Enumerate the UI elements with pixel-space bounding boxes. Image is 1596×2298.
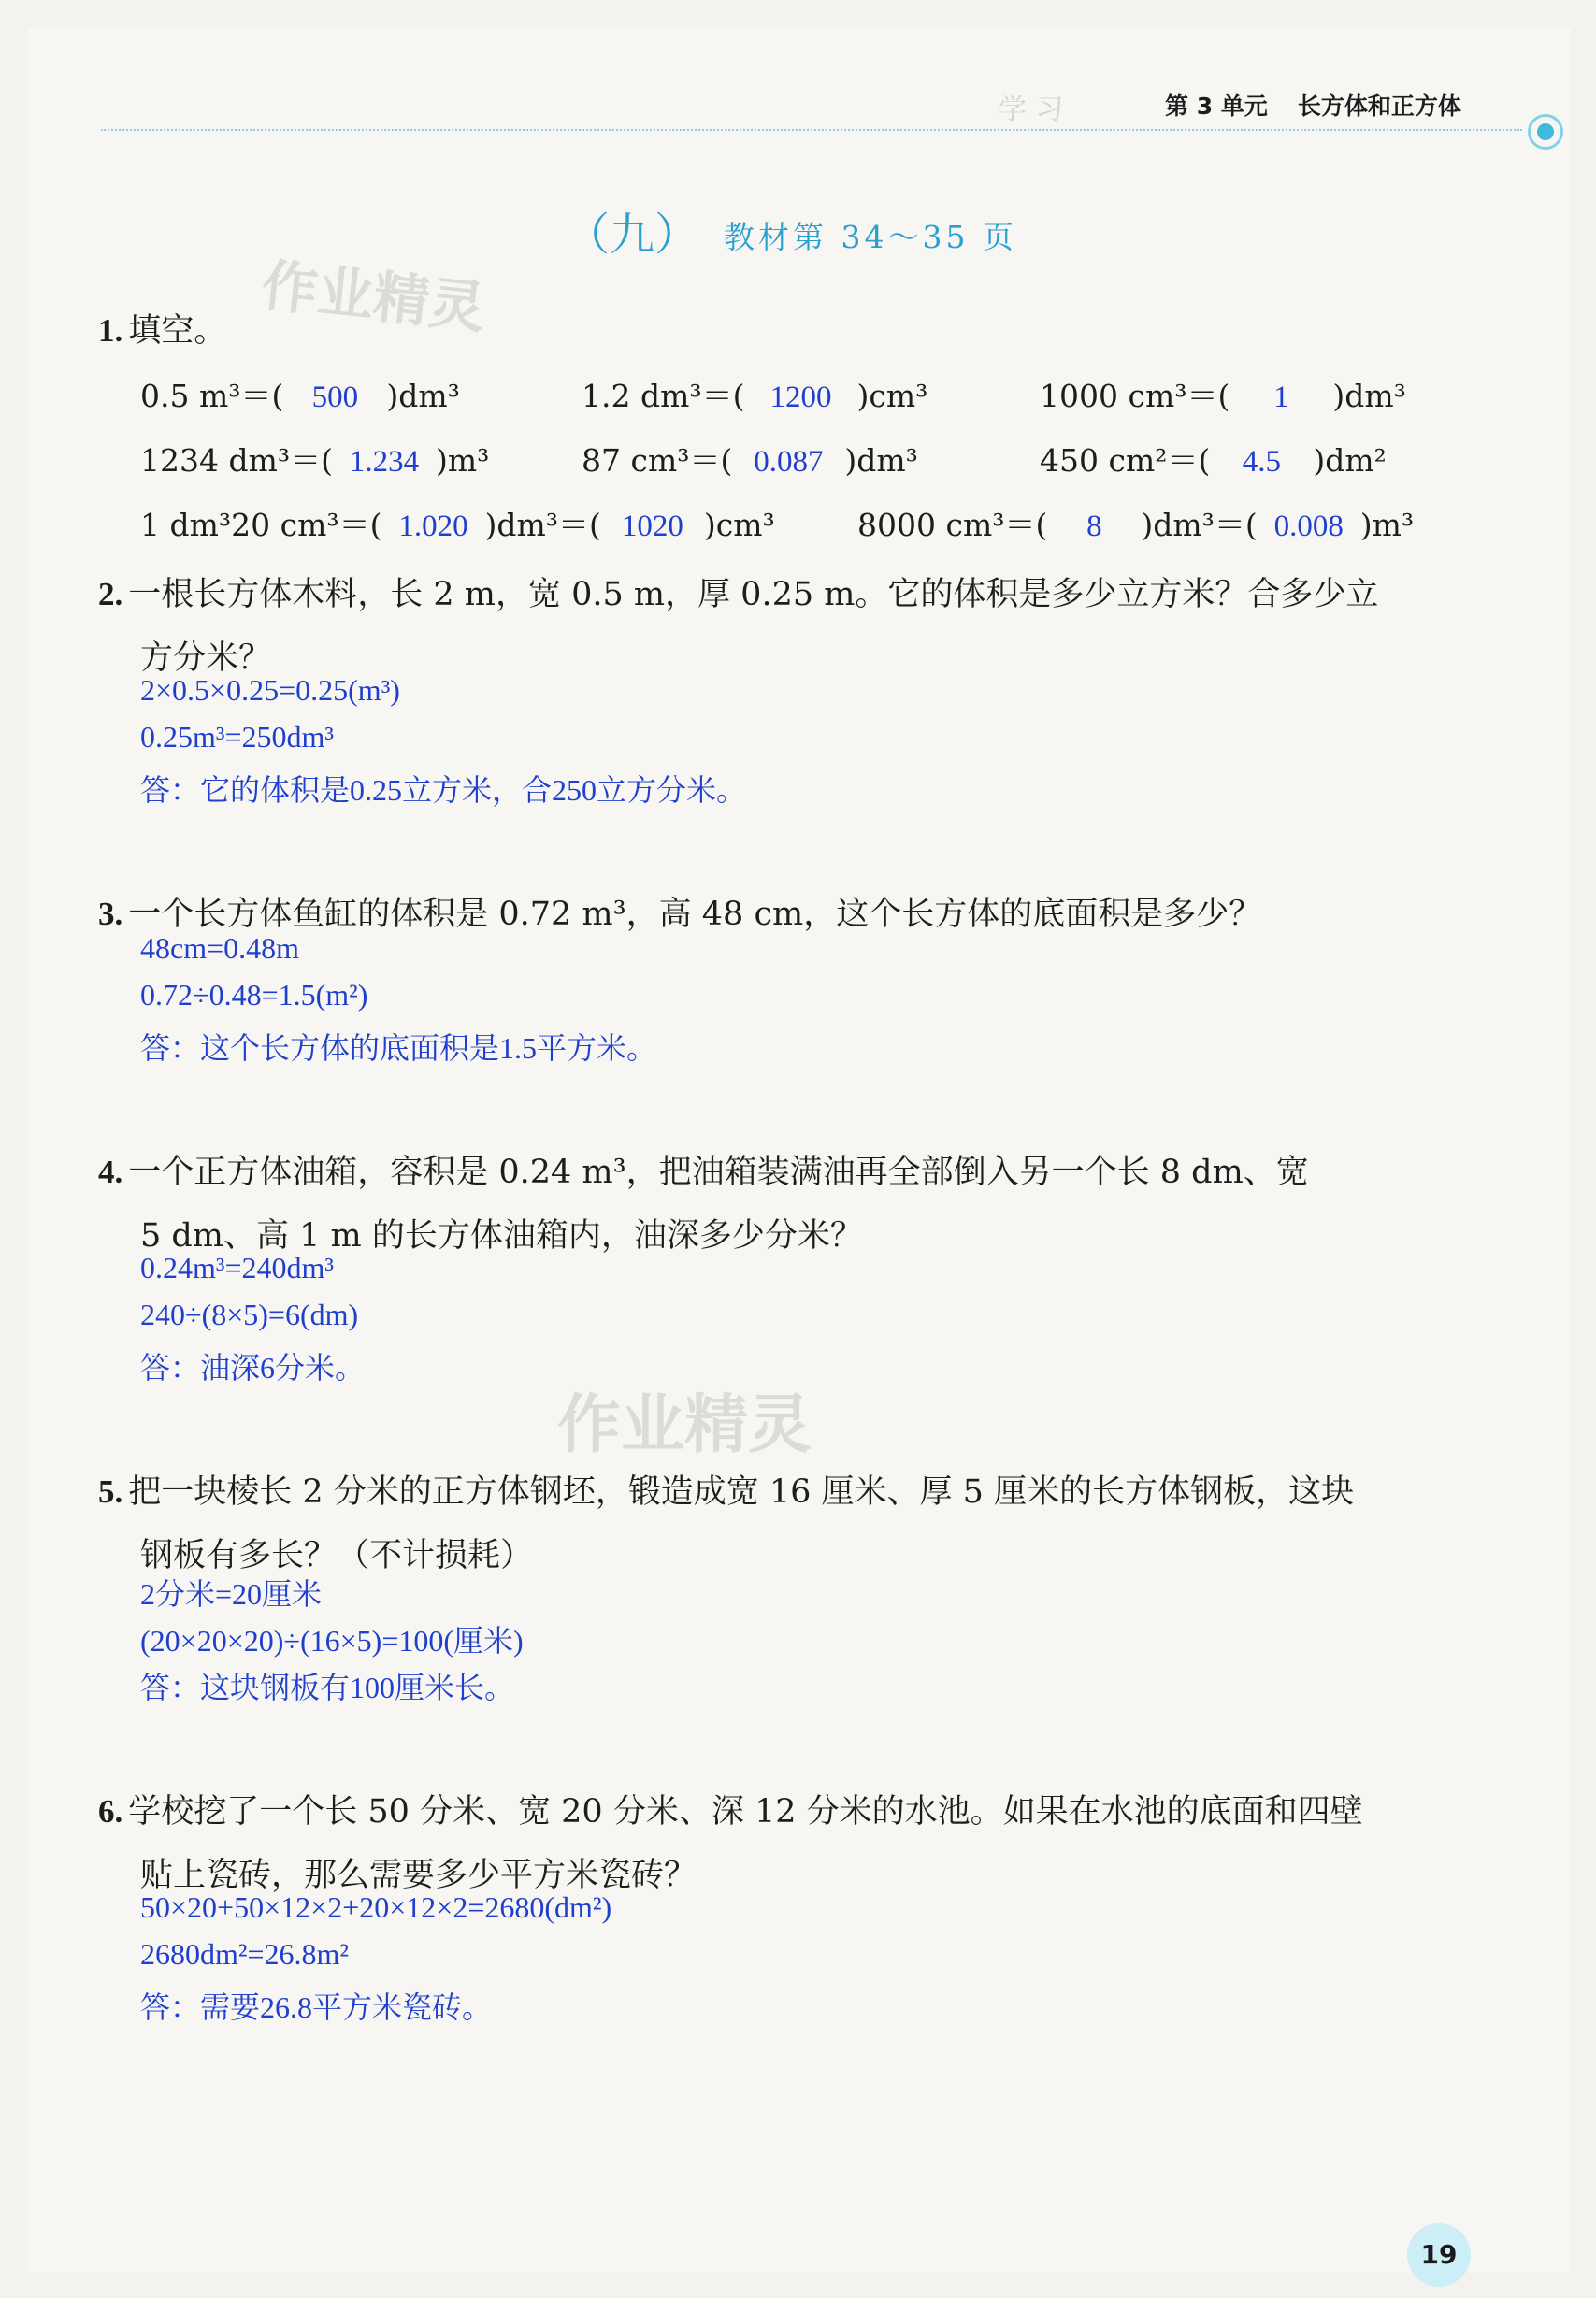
header-circle-icon [1528,114,1563,150]
answer-line: 2×0.5×0.25=0.25(m³) [140,673,400,707]
fill-answer: 4.5 [1242,445,1281,479]
fill-suffix: )m³ [1359,507,1415,543]
question-5 [98,1466,1354,1513]
question-6 [98,1786,1363,1832]
question-4 [98,1146,1309,1193]
question-1 [98,305,226,352]
header-unit [1165,88,1491,122]
question-text-line2: 5 dm、高 1 m 的长方体油箱内，油深多少分米？ [140,1217,863,1255]
answer-line: 答：需要26.8平方米瓷砖。 [140,1990,493,2024]
fill-blank [582,372,927,416]
answer-line: 0.24m³=240dm³ [140,1251,335,1285]
fill-middle: )dm³＝( [1141,507,1258,543]
fill-suffix: )m³ [436,442,490,479]
fill-answer: 8 [1086,510,1102,543]
question-number: 4. [98,1154,123,1190]
fill-blank-compound [140,501,775,545]
answer-line: (20×20×20)÷(16×5)=100(厘米) [140,1624,524,1658]
fill-prefix: 1234 dm³＝( [140,442,333,479]
answer-line: 答：这个长方体的底面积是1.5平方米。 [140,1031,657,1065]
fill-blank-compound [857,501,1414,545]
watermark-middle: 作业精灵 [557,1388,812,1462]
question-number: 2. [98,576,123,612]
fill-suffix: )dm³ [386,378,460,414]
question-number: 3. [98,896,123,932]
unit-number: 第 3 单元 [1165,93,1268,120]
question-text-line2: 贴上瓷砖，那么需要多少平方米瓷砖？ [140,1857,697,1894]
answer-line: 2分米=20厘米 [140,1577,323,1611]
lesson-pages: 教材第 34～35 页 [724,219,1017,255]
answer-line: 答：它的体积是0.25立方米，合250立方分米。 [140,773,747,807]
question-number: 5. [98,1473,123,1510]
answer-line: 48cm=0.48m [140,931,300,965]
fill-suffix: )dm³ [1332,378,1406,414]
fill-suffix: )dm² [1313,442,1387,479]
question-text: 一根长方体木料，长 2 m，宽 0.5 m，厚 0.25 m。它的体积是多少立方米？合多少立 [128,576,1379,613]
fill-answer: 0.087 [754,445,824,479]
page-number: 19 [1407,2223,1471,2287]
lesson-number: （九） [565,208,700,261]
question-number: 1. [98,312,123,349]
fill-answer: 0.008 [1273,510,1344,543]
answer-line: 答：这块钢板有100厘米长。 [140,1671,515,1704]
question-text-line2: 钢板有多长？（不计损耗） [140,1537,534,1574]
fill-suffix: )cm³ [856,378,928,414]
fill-blank [1040,372,1406,416]
fill-answer: 1200 [769,381,832,414]
fill-middle: )dm³＝( [484,507,601,543]
question-text: 把一块棱长 2 分米的正方体钢坯，锻造成宽 16 厘米、厚 5 厘米的长方体钢板，这块 [128,1473,1355,1511]
fill-prefix: 1 dm³20 cm³＝( [140,507,382,543]
answer-line: 答：油深6分米。 [140,1351,366,1385]
fill-prefix: 0.5 m³＝( [140,378,284,414]
header-divider [101,129,1522,131]
answer-line: 240÷(8×5)=6(dm) [140,1298,359,1331]
question-3 [98,888,1261,935]
fill-answer: 500 [311,381,359,414]
question-2 [98,568,1378,615]
question-text: 学校挖了一个长 50 分米、宽 20 分米、深 12 分米的水池。如果在水池的底面和四壁 [128,1793,1363,1831]
fill-answer: 1.020 [398,510,468,543]
fill-prefix: 450 cm²＝( [1040,442,1211,479]
answer-line: 50×20+50×12×2+20×12×2=2680(dm²) [140,1890,612,1924]
question-text-line2: 方分米？ [140,639,272,677]
header-faint-label: 学 习 [999,93,1064,126]
watermark-top: 作业精灵 [258,252,489,342]
question-text: 填空。 [128,312,227,350]
fill-answer: 1020 [621,510,683,543]
question-text: 一个正方体油箱，容积是 0.24 m³，把油箱装满油再全部倒入另一个长 8 dm、宽 [128,1154,1309,1191]
answer-line: 0.72÷0.48=1.5(m²) [140,978,368,1012]
fill-answer: 1.234 [349,445,420,479]
fill-prefix: 8000 cm³＝( [857,507,1048,543]
fill-prefix: 87 cm³＝( [582,442,733,479]
question-number: 6. [98,1793,123,1830]
fill-blank [582,437,918,481]
fill-prefix: 1.2 dm³＝( [582,378,745,414]
fill-blank [140,372,460,416]
fill-prefix: 1000 cm³＝( [1040,378,1230,414]
answer-line: 0.25m³=250dm³ [140,720,335,754]
answer-line: 2680dm²=26.8m² [140,1937,350,1971]
fill-suffix: )dm³ [844,442,918,479]
fill-suffix: )cm³ [703,507,775,543]
fill-blank [1040,437,1387,481]
fill-blank [140,437,489,481]
unit-title: 长方体和正方体 [1297,93,1461,120]
fill-answer: 1 [1273,381,1289,414]
question-text: 一个长方体鱼缸的体积是 0.72 m³，高 48 cm，这个长方体的底面积是多少？ [128,896,1262,933]
